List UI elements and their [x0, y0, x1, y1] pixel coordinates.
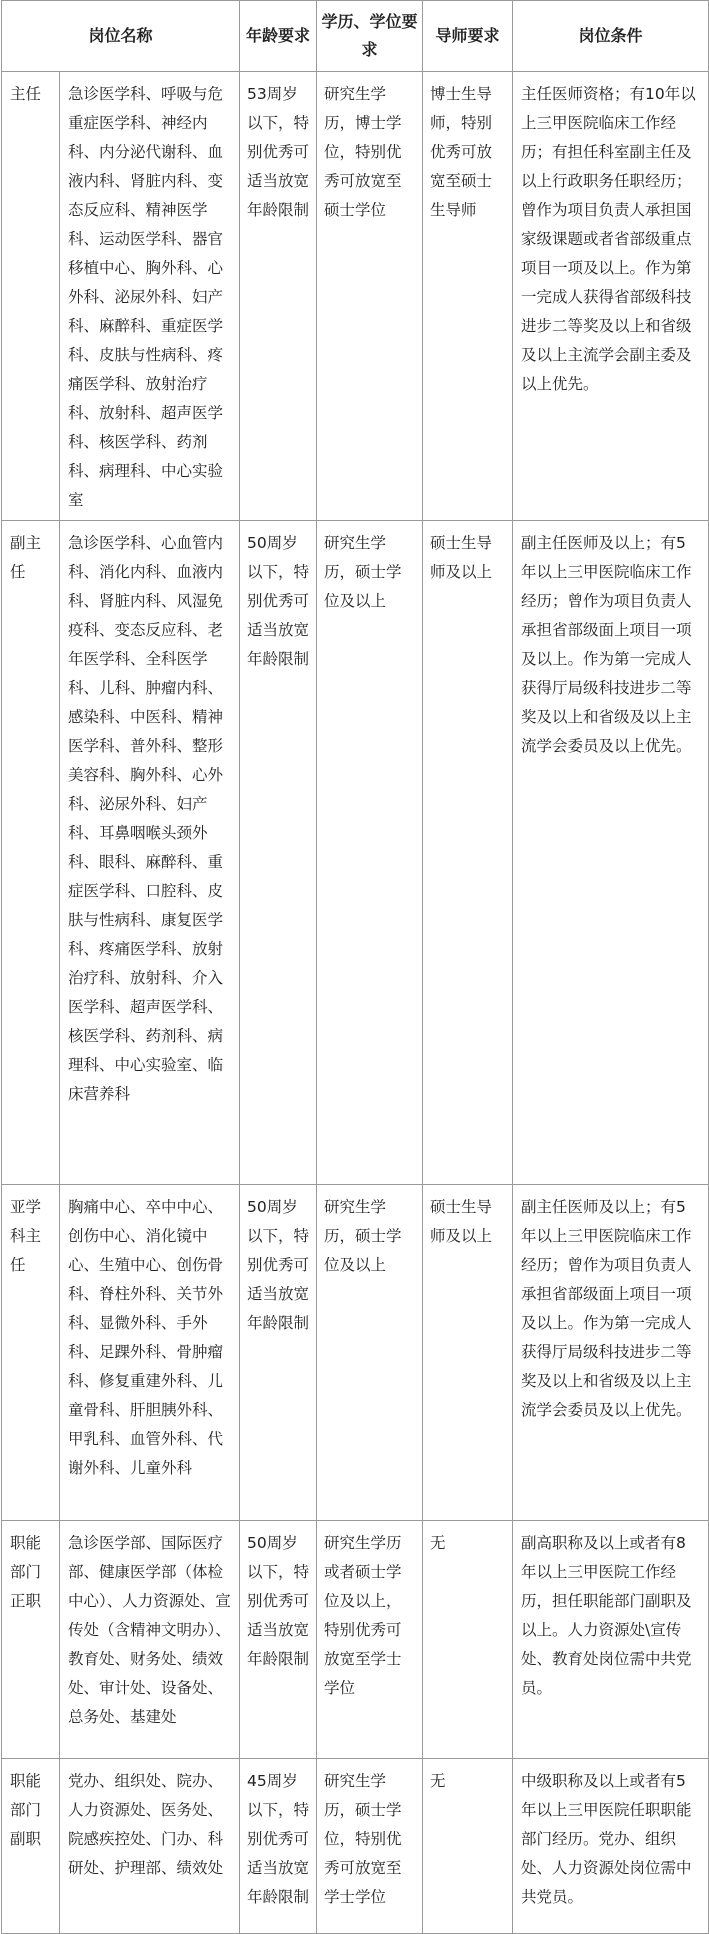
post-title-cell: 亚学科主任: [2, 1185, 60, 1521]
conditions-cell: 中级职称及以上或者有5年以上三甲医院任职职能部门经历。党办、组织处、人力资源处岗位需中共党员。: [513, 1759, 709, 1934]
age-cell: 53周岁以下，特别优秀可适当放宽年龄限制: [240, 72, 317, 521]
age-cell: 45周岁以下，特别优秀可适当放宽年龄限制: [240, 1759, 317, 1934]
conditions-cell: 副主任医师及以上；有5年以上三甲医院临床工作经历；曾作为项目负责人承担省部级面上项目一项及以上。作为第一完成人获得厅局级科技进步二等奖及以上和省级及以上主流学会委员及以上优先。: [513, 1185, 709, 1521]
tutor-cell: 硕士生导师及以上: [423, 1185, 513, 1521]
table-row: [2, 1185, 709, 1521]
post-title-cell: 职能部门正职: [2, 1521, 60, 1759]
education-cell: 研究生学历，硕士学位，特别优秀可放宽至学士学位: [317, 1759, 423, 1934]
education-cell: 研究生学历或者硕士学位及以上，特别优秀可放宽至学士学位: [317, 1521, 423, 1759]
table-header-row: [2, 1, 709, 72]
post-title-cell: 职能部门副职: [2, 1759, 60, 1934]
post-title-cell: 副主任: [2, 521, 60, 1185]
conditions-cell: 主任医师资格；有10年以上三甲医院临床工作经历；有担任科室副主任及以上行政职务任职经历；曾作为项目负责人承担国家级课题或者省部级重点项目一项及以上。作为第一完成人获得省部级科技进步二等奖及以上和省级及以上主流学会副主委及以上优先。: [513, 72, 709, 521]
departments-cell: 急诊医学科、心血管内科、消化内科、血液内科、肾脏内科、风湿免疫科、变态反应科、老年医学科、全科医学科、儿科、肿瘤内科、感染科、中医科、精神医学科、普外科、整形美容科、胸外科、心外科、泌尿外科、妇产科、耳鼻咽喉头颈外科、眼科、麻醉科、重症医学科、口腔科、皮肤与性病科、康复医学科、疼痛医学科、放射治疗科、放射科、介入医学科、超声医学科、核医学科、药剂科、病理科、中心实验室、临床营养科: [60, 521, 240, 1185]
departments-cell: 急诊医学部、国际医疗部、健康医学部（体检中心）、人力资源处、宣传处（含精神文明办）、教育处、财务处、绩效处、审计处、设备处、总务处、基建处: [60, 1521, 240, 1759]
age-cell: 50周岁以下，特别优秀可适当放宽年龄限制: [240, 521, 317, 1185]
table-row: [2, 1759, 709, 1934]
departments-cell: 急诊医学科、呼吸与危重症医学科、神经内科、内分泌代谢科、血液内科、肾脏内科、变态反应科、精神医学科、运动医学科、器官移植中心、胸外科、心外科、泌尿外科、妇产科、麻醉科、重症医学科、皮肤与性病科、疼痛医学科、放射治疗科、放射科、超声医学科、核医学科、药剂科、病理科、中心实验室: [60, 72, 240, 521]
departments-cell: 胸痛中心、卒中中心、创伤中心、消化镜中心、生殖中心、创伤骨科、脊柱外科、关节外科、显微外科、手外科、足踝外科、骨肿瘤科、修复重建外科、儿童骨科、肝胆胰外科、甲乳科、血管外科、代谢外科、儿童外科: [60, 1185, 240, 1521]
education-cell: 研究生学历，硕士学位及以上: [317, 1185, 423, 1521]
tutor-cell: 无: [423, 1759, 513, 1934]
age-cell: 50周岁以下，特别优秀可适当放宽年龄限制: [240, 1521, 317, 1759]
conditions-cell: 副高职称及以上或者有8年以上三甲医院工作经历，担任职能部门副职及以上。人力资源处\宣传处、教育处岗位需中共党员。: [513, 1521, 709, 1759]
tutor-cell: 博士生导师，特别优秀可放宽至硕士生导师: [423, 72, 513, 521]
tutor-cell: 硕士生导师及以上: [423, 521, 513, 1185]
header-age: 年龄要求: [240, 1, 317, 72]
age-cell: 50周岁以下，特别优秀可适当放宽年龄限制: [240, 1185, 317, 1521]
table-row: [2, 72, 709, 521]
departments-cell: 党办、组织处、院办、人力资源处、医务处、院感疾控处、门办、科研处、护理部、绩效处: [60, 1759, 240, 1934]
post-title-cell: 主任: [2, 72, 60, 521]
table-row: [2, 521, 709, 1185]
table-row: [2, 1521, 709, 1759]
header-post-name: 岗位名称: [2, 1, 240, 72]
education-cell: 研究生学历，博士学位，特别优秀可放宽至硕士学位: [317, 72, 423, 521]
header-tutor: 导师要求: [423, 1, 513, 72]
header-conditions: 岗位条件: [513, 1, 709, 72]
education-cell: 研究生学历，硕士学位及以上: [317, 521, 423, 1185]
conditions-cell: 副主任医师及以上；有5年以上三甲医院临床工作经历；曾作为项目负责人承担省部级面上项目一项及以上。作为第一完成人获得厅局级科技进步二等奖及以上和省级及以上主流学会委员及以上优先。: [513, 521, 709, 1185]
tutor-cell: 无: [423, 1521, 513, 1759]
header-education: 学历、学位要求: [317, 1, 423, 72]
recruitment-table: [1, 0, 709, 1934]
